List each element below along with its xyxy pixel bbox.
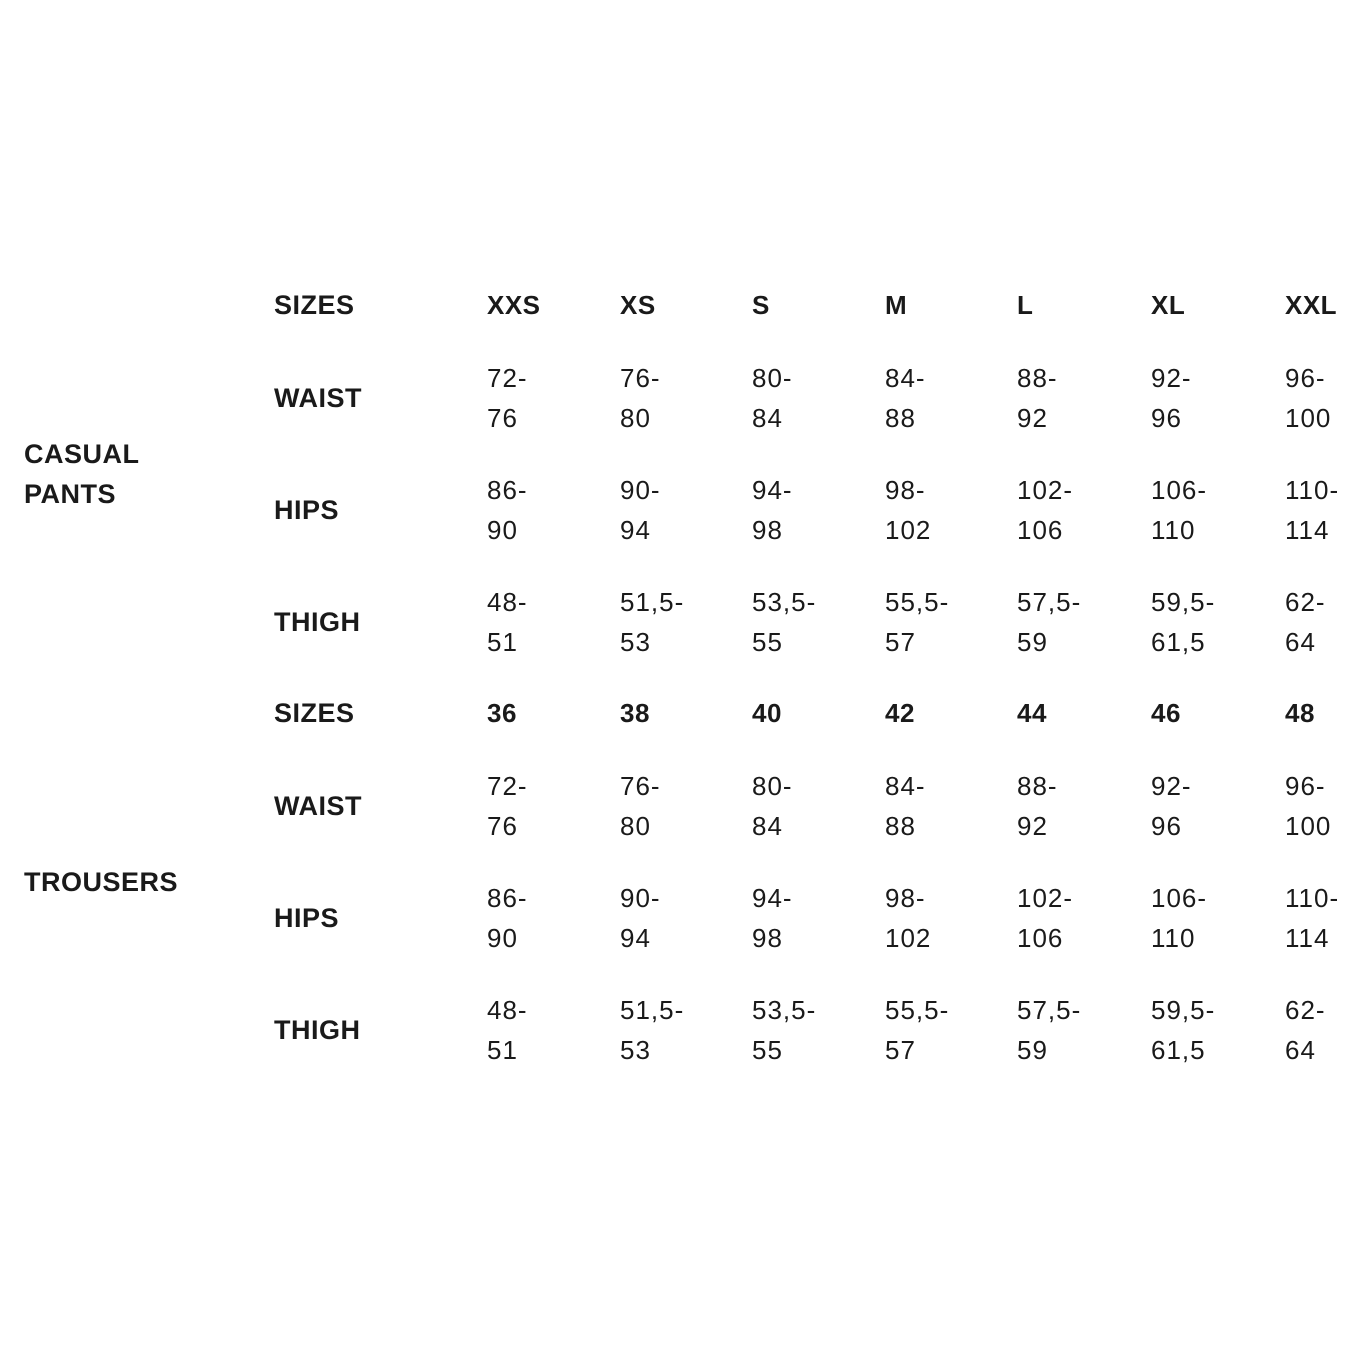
- measurement-cell: 80- 84: [752, 363, 793, 433]
- measurement-cell: 86- 90: [487, 475, 528, 545]
- measurement-cell: 53,5- 55: [752, 587, 817, 657]
- measurement-cell: 88- 92: [1017, 771, 1058, 841]
- size-header-cell: 46: [1151, 698, 1181, 728]
- measurement-cell: 106- 110: [1151, 475, 1208, 545]
- measurement-cell: 57,5- 59: [1017, 995, 1082, 1065]
- measurement-cell: 48- 51: [487, 587, 528, 657]
- measurement-cell: 76- 80: [620, 363, 661, 433]
- size-header-cell: 44: [1017, 698, 1047, 728]
- measurement-cell: 96- 100: [1285, 771, 1332, 841]
- measurement-cell: 86- 90: [487, 883, 528, 953]
- measurement-label: THIGH: [274, 1015, 361, 1045]
- size-header-cell: S: [752, 290, 770, 320]
- measurement-cell: 84- 88: [885, 771, 926, 841]
- size-header-cell: XXS: [487, 290, 541, 320]
- measurement-label: WAIST: [274, 791, 362, 821]
- measurement-cell: 92- 96: [1151, 363, 1192, 433]
- measurement-cell: 72- 76: [487, 771, 528, 841]
- measurement-cell: 57,5- 59: [1017, 587, 1082, 657]
- measurement-cell: 76- 80: [620, 771, 661, 841]
- measurement-cell: 102- 106: [1017, 883, 1074, 953]
- measurement-cell: 92- 96: [1151, 771, 1192, 841]
- sizes-header-label: SIZES: [274, 698, 355, 728]
- measurement-cell: 59,5- 61,5: [1151, 587, 1216, 657]
- measurement-label: HIPS: [274, 495, 340, 525]
- size-header-cell: XL: [1151, 290, 1186, 320]
- size-header-cell: 48: [1285, 698, 1315, 728]
- size-header-cell: 40: [752, 698, 782, 728]
- size-header-cell: XS: [620, 290, 656, 320]
- measurement-cell: 96- 100: [1285, 363, 1332, 433]
- measurement-cell: 55,5- 57: [885, 995, 950, 1065]
- measurement-cell: 88- 92: [1017, 363, 1058, 433]
- measurement-cell: 106- 110: [1151, 883, 1208, 953]
- size-header-cell: XXL: [1285, 290, 1338, 320]
- size-header-cell: 38: [620, 698, 650, 728]
- measurement-cell: 51,5- 53: [620, 587, 685, 657]
- measurement-label: HIPS: [274, 903, 340, 933]
- measurement-cell: 90- 94: [620, 475, 661, 545]
- size-header-cell: 42: [885, 698, 915, 728]
- group-label: TROUSERS: [24, 867, 179, 897]
- measurement-cell: 62- 64: [1285, 587, 1326, 657]
- measurement-cell: 98- 102: [885, 475, 932, 545]
- measurement-label: THIGH: [274, 607, 361, 637]
- measurement-cell: 110- 114: [1285, 883, 1340, 953]
- measurement-cell: 55,5- 57: [885, 587, 950, 657]
- measurement-cell: 72- 76: [487, 363, 528, 433]
- measurement-cell: 90- 94: [620, 883, 661, 953]
- measurement-cell: 110- 114: [1285, 475, 1340, 545]
- measurement-cell: 98- 102: [885, 883, 932, 953]
- size-header-cell: 36: [487, 698, 517, 728]
- measurement-cell: 48- 51: [487, 995, 528, 1065]
- measurement-cell: 59,5- 61,5: [1151, 995, 1216, 1065]
- measurement-cell: 94- 98: [752, 475, 793, 545]
- measurement-cell: 94- 98: [752, 883, 793, 953]
- measurement-cell: 53,5- 55: [752, 995, 817, 1065]
- sizes-header-label: SIZES: [274, 290, 355, 320]
- measurement-label: WAIST: [274, 383, 362, 413]
- measurement-cell: 51,5- 53: [620, 995, 685, 1065]
- size-header-cell: L: [1017, 290, 1034, 320]
- measurement-cell: 84- 88: [885, 363, 926, 433]
- size-header-cell: M: [885, 290, 908, 320]
- measurement-cell: 80- 84: [752, 771, 793, 841]
- measurement-cell: 62- 64: [1285, 995, 1326, 1065]
- group-label: CASUAL PANTS: [24, 439, 140, 509]
- measurement-cell: 102- 106: [1017, 475, 1074, 545]
